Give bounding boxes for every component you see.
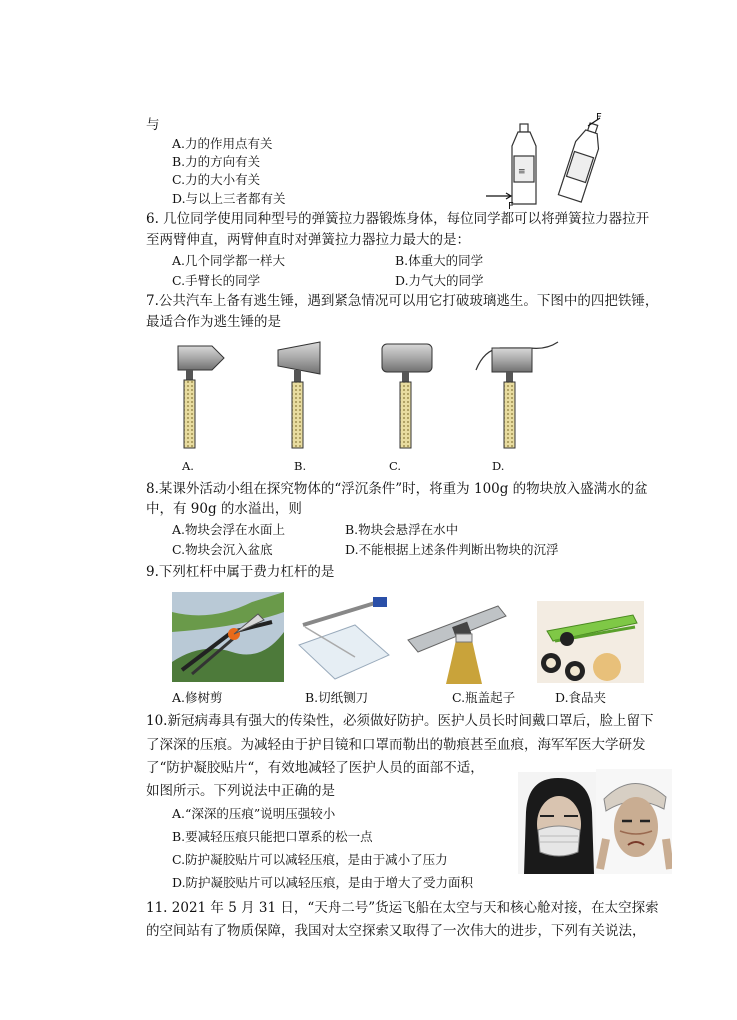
q6-option-c[interactable]: C.手臂长的同学 [172, 273, 261, 288]
force-label-1: F [508, 201, 514, 212]
tilted-bottle [558, 120, 605, 202]
q10-line-1: 10.新冠病毒具有强大的传染性，必须做好防护。医护人员长时间戴口罩后，脸上留下 [146, 713, 654, 729]
q8-option-b[interactable]: B.物块会悬浮在水中 [345, 522, 459, 537]
q7-option-a[interactable]: A. [182, 459, 194, 473]
q8-line-2: 中，有 90g 的水溢出，则 [146, 501, 302, 517]
q5-option-a[interactable]: A.力的作用点有关 [172, 136, 273, 151]
hammer-c [382, 344, 432, 448]
q8-option-a[interactable]: A.物块会浮在水面上 [172, 522, 286, 537]
pruning-shears-photo [172, 592, 284, 682]
hammer-d [476, 342, 558, 448]
q5-option-b[interactable]: B.力的方向有关 [172, 154, 261, 169]
medic-face-photo-2 [596, 769, 672, 874]
q6-option-d[interactable]: D.力气大的同学 [395, 273, 484, 288]
q7-option-d[interactable]: D. [492, 459, 505, 473]
medic-face-photo-1 [518, 772, 600, 874]
food-tongs-photo [537, 601, 644, 683]
q10-option-b[interactable]: B.要减轻压痕只能把口罩系的松一点 [172, 829, 373, 844]
q9-option-a[interactable]: A.修树剪 [172, 690, 223, 705]
q9-option-b[interactable]: B.切纸铡刀 [305, 690, 369, 705]
q7-line-1: 7.公共汽车上备有逃生锤，遇到紧急情况可以用它打破玻璃逃生。下图中的四把铁锤， [146, 293, 659, 309]
q6-line-1: 6. 几位同学使用同种型号的弹簧拉力器锻炼身体，每位同学都可以将弹簧拉力器拉开 [146, 211, 650, 227]
q11-line-2: 的空间站有了物质保障，我国对太空探索又取得了一次伟大的进步，下列有关说法， [146, 923, 646, 939]
q7-line-2: 最适合作为逃生锤的是 [146, 314, 281, 330]
q9-option-c[interactable]: C.瓶盖起子 [452, 690, 516, 705]
q11-line-1: 11. 2021 年 5 月 31 日，“天舟二号”货运飞船在太空与天和核心舱对接，在太空探索 [146, 900, 659, 916]
q5-stem: 与 [146, 117, 160, 133]
hammer-b [278, 342, 320, 448]
q8-line-1: 8.某课外活动小组在探究物体的“浮沉条件”时，将重为 100g 的物块放入盛满水的盆 [146, 481, 648, 497]
bottle-force-figure [480, 112, 610, 212]
q6-line-2: 至两臂伸直，两臂伸直时对弹簧拉力器拉力最大的是： [146, 232, 470, 248]
hammer-a [178, 346, 224, 448]
hammer-figures [170, 340, 570, 455]
force-label-2: F [596, 112, 602, 123]
q5-option-c[interactable]: C.力的大小有关 [172, 172, 261, 187]
q7-option-b[interactable]: B. [294, 459, 307, 473]
paper-cutter-photo [295, 595, 391, 683]
q6-option-a[interactable]: A.几个同学都一样大 [172, 253, 286, 268]
q10-line-4: 如图所示。下列说法中正确的是 [146, 783, 335, 799]
q8-option-c[interactable]: C.物块会沉入盆底 [172, 542, 273, 557]
q10-option-c[interactable]: C.防护凝胶贴片可以减轻压痕，是由于减小了压力 [172, 852, 448, 867]
svg-text:≡: ≡ [518, 167, 526, 177]
bottle-opener-photo [402, 600, 516, 684]
q6-option-b[interactable]: B.体重大的同学 [395, 253, 484, 268]
upright-bottle [512, 124, 536, 204]
q10-line-3: 了“防护凝胶贴片“，有效地减轻了医护人员的面部不适， [146, 760, 484, 776]
q8-option-d[interactable]: D.不能根据上述条件判断出物块的沉浮 [345, 542, 559, 557]
q10-option-a[interactable]: A.“深深的压痕”说明压强较小 [172, 806, 336, 821]
q9-option-d[interactable]: D.食品夹 [555, 690, 607, 705]
q10-line-2: 了深深的压痕。为减轻由于护目镜和口罩而勒出的勒痕甚至血痕，海军军医大学研发 [146, 737, 646, 753]
q10-option-d[interactable]: D.防护凝胶贴片可以减轻压痕，是由于增大了受力面积 [172, 875, 474, 890]
q7-option-c[interactable]: C. [389, 459, 402, 473]
q9-stem: 9.下列杠杆中属于费力杠杆的是 [146, 564, 335, 580]
q5-option-d[interactable]: D.与以上三者都有关 [172, 191, 286, 206]
